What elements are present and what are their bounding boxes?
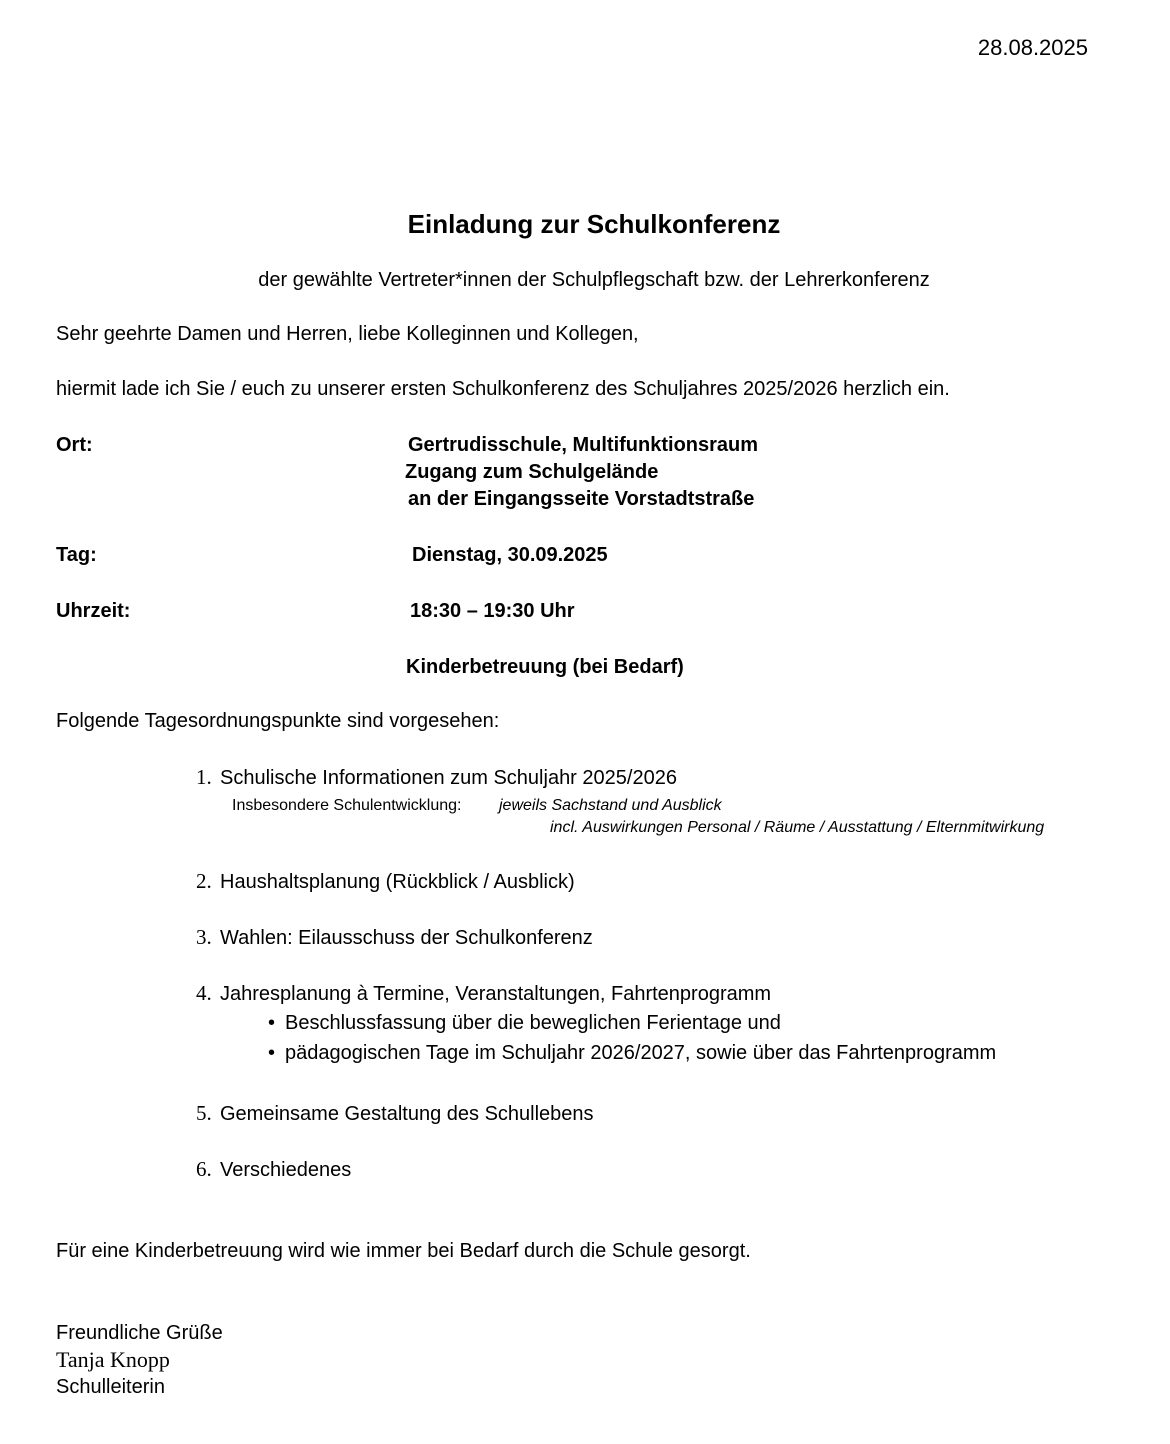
salutation: Sehr geehrte Damen und Herren, liebe Kolleginnen und Kollegen, bbox=[56, 323, 639, 345]
uhrzeit-value: 18:30 – 19:30 Uhr bbox=[410, 600, 575, 622]
agenda-item-1-sub-text-2: incl. Auswirkungen Personal / Räume / Ausstattung / Elternmitwirkung bbox=[550, 819, 1045, 836]
ort-line-1: Gertrudisschule, Multifunktionsraum bbox=[408, 434, 759, 456]
agenda-item-5 bbox=[196, 1101, 594, 1126]
ort-line-3: an der Eingangsseite Vorstadtstraße bbox=[408, 488, 755, 510]
agenda-item-1 bbox=[196, 765, 677, 790]
agenda-number: 5. bbox=[196, 1101, 212, 1125]
closing-note: Für eine Kinderbetreuung wird wie immer bei Bedarf durch die Schule gesorgt. bbox=[56, 1240, 751, 1262]
agenda-item-4-bullet-1 bbox=[268, 1011, 781, 1035]
intro-text: hiermit lade ich Sie / euch zu unserer ersten Schulkonferenz des Schuljahres 2025/2026 herzlich ein. bbox=[56, 378, 950, 400]
agenda-item-1-sub-text-1: jeweils Sachstand und Ausblick bbox=[499, 797, 722, 814]
agenda-text: Jahresplanung à Termine, Veranstaltungen, Fahrtenprogramm bbox=[220, 983, 772, 1005]
agenda-intro: Folgende Tagesordnungspunkte sind vorgesehen: bbox=[56, 710, 500, 732]
agenda-text: Gemeinsame Gestaltung des Schullebens bbox=[220, 1103, 594, 1125]
document-subtitle: der gewählte Vertreter*innen der Schulpflegschaft bzw. der Lehrerkonferenz bbox=[258, 269, 930, 291]
agenda-item-4 bbox=[196, 981, 771, 1006]
agenda-number: 1. bbox=[196, 765, 212, 789]
signature-role: Schulleiterin bbox=[56, 1376, 165, 1398]
agenda-text: Haushaltsplanung (Rückblick / Ausblick) bbox=[220, 871, 575, 893]
ort-label: Ort: bbox=[56, 434, 93, 456]
document-title: Einladung zur Schulkonferenz bbox=[407, 209, 781, 239]
ort-line-2: Zugang zum Schulgelände bbox=[405, 461, 659, 483]
agenda-number: 6. bbox=[196, 1157, 212, 1181]
agenda-number: 3. bbox=[196, 925, 212, 949]
agenda-item-1-sub-label: Insbesondere Schulentwicklung: bbox=[232, 797, 462, 814]
document-date: 28.08.2025 bbox=[977, 35, 1088, 60]
bullet-icon: • bbox=[268, 1012, 276, 1034]
agenda-text: Verschiedenes bbox=[220, 1159, 352, 1181]
agenda-text: Schulische Informationen zum Schuljahr 2025/2026 bbox=[220, 767, 677, 789]
agenda-number: 2. bbox=[196, 869, 212, 893]
agenda-number: 4. bbox=[196, 981, 212, 1005]
agenda-item-3 bbox=[196, 925, 593, 950]
agenda-item-4-bullet-2 bbox=[268, 1041, 996, 1065]
signature-name: Tanja Knopp bbox=[56, 1347, 170, 1372]
agenda-item-6 bbox=[196, 1157, 351, 1182]
bullet-text: Beschlussfassung über die beweglichen Ferientage und bbox=[285, 1012, 781, 1034]
bullet-icon: • bbox=[268, 1042, 276, 1064]
signature-greeting: Freundliche Grüße bbox=[56, 1322, 223, 1344]
tag-value: Dienstag, 30.09.2025 bbox=[412, 544, 608, 566]
agenda-text: Wahlen: Eilausschuss der Schulkonferenz bbox=[220, 927, 593, 949]
kinderbetreuung-note: Kinderbetreuung (bei Bedarf) bbox=[406, 656, 684, 678]
bullet-text: pädagogischen Tage im Schuljahr 2026/2027, sowie über das Fahrtenprogramm bbox=[285, 1042, 997, 1064]
tag-label: Tag: bbox=[56, 544, 97, 566]
agenda-item-2 bbox=[196, 869, 575, 894]
uhrzeit-label: Uhrzeit: bbox=[56, 600, 131, 622]
